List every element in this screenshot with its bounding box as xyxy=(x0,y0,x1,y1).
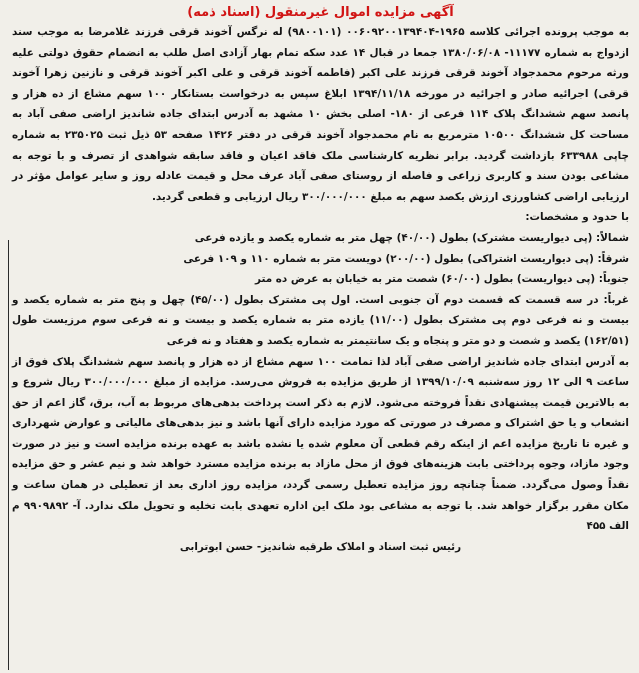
notice-paragraph-south: جنوباً: (پی دیواریست) بطول (۶۰/۰۰) شصت متر به خیابان به عرض ده متر xyxy=(255,273,629,286)
notice-paragraph-auction-terms: به آدرس ابتدای جاده شاندیز اراضی صفی آباد لذا تمامت ۱۰۰ سهم مشاع از ده هزار و پانصد سهم ششدانگ پلاک فوق از ساعت ۹ الی ۱۲ روز سه‌شنبه ۱۳۹۹/۱۰/۰۹ از طریق مزایده به فروش می‌رسد. مزایده از مبلغ ۳۰۰/۰۰۰/۰۰۰ ریال شروع و به بالاترین قیمت پیشنهادی نقداً فروخته می‌شود. لازم به ذکر است پرداخت بدهی‌های مربوط به آب، برق، گاز اعم از حق انشعاب و یا حق اشتراک و مصرف در صورتی که مورد مزایده دارای آنها باشد و نیز بدهی‌های مالیاتی و عوارض شهرداری و غیره تا تاریخ مزایده اعم از اینکه رقم قطعی آن معلوم شده یا نشده باشد به عهده برنده مزایده است و نیز در صورت وجود مازاد، وجوه پرداختی بابت هزینه‌های فوق از محل مازاد به برنده مزایده مسترد خواهد شد و نیم عشر و حق مزایده نقداً وصول می‌گردد. ضمناً چنانچه روز مزایده تعطیل رسمی گردد، مزایده روز اداری بعد از تعطیلی در همان ساعت و مکان مقرر برگزار خواهد شد. با توجه به مشاعی بود ملک این اداره تعهدی بابت تخلیه و تحویل ملک ندارد. آ- ۹۹۰۹۸۹۲ م الف ۴۵۵ xyxy=(12,355,630,533)
notice-paragraph-intro: به موجب پرونده اجرائی کلاسه ۱۹۶۵-۰۰۶۰۹۲۰۰۱۳۹۴۰۴ (۹۸۰۰۱۰۱) له نرگس آخوند قرقی فرزند غلامرضا به موجب سند ازدواج به شماره ۱۱۱۷۷- ۱۳۸۰/۰۶/۰۸ جمعا در قبال ۱۴ عدد سکه تمام بهار آزادی اصل طلب به انضمام حقوق دولتی علیه ورثه مرحوم محمدجواد آخوند قرقی فرزند علی اکبر (فاطمه آخوند قرقی و علی اکبر آخوند قرقی و نازنین زهرا آخوند قرقی) اجرائیه صادر و اجرائیه در مورخه ۱۳۹۴/۱۱/۱۸ ابلاغ سپس به درخواست بستانکار ۱۰۰ سهم مشاع از ده هزار و پانصد سهم ششدانگ پلاک ۱۱۴ فرعی از ۱۸۰- اصلی بخش ۱۰ مشهد به آدرس ابتدای جاده شاندیز اراضی صفی آباد به مساحت کل ششدانگ ۱۰۵۰۰ مترمربع به نام محمدجواد آخوند قرقی در دفتر ۱۴۲۶ صفحه ۵۳ ذیل ثبت ۲۳۵۰۲۵ به شماره چاپی ۶۳۳۹۸۸ بازداشت گردید. برابر نظریه کارشناسی ملک فاقد اعیان و فاقد سابقه شواهدی از تصرف و با توجه به مشاعی بودن سند و کاربری زراعی و فاصله از روستای صفی آباد عرف محل و قیمت عادله روز و سایر عوامل مؤثر در ارزیابی اراضی کشاورزی ارزش یکصد سهم به مبلغ ۳۰۰/۰۰۰/۰۰۰ ریال ارزیابی و قطعی گردید. xyxy=(12,26,629,203)
notice-paragraph-north: شمالاً: (پی دیواریست مشترک) بطول (۴۰/۰۰) چهل متر به شماره یکصد و یازده فرعی xyxy=(194,231,629,244)
notice-paragraph-west: غرباً: در سه قسمت که قسمت دوم آن جنوبی است. اول پی مشترک بطول (۴۵/۰۰) چهل و پنج متر به شماره یکصد و بیست و نه فرعی دوم پی مشترک بطول (۱۱/۰۰) یازده متر به شماره یکصد و بیست و نه فرعی سوم مرزیست طول (۱۶۲/۵۱) یکصد و شصت و دو متر و پنجاه و یک سانتیمتر به شماره یکصد و هفتاد و نه فرعی xyxy=(12,293,629,347)
notice-body xyxy=(12,22,629,537)
notice-paragraph-boundaries-heading: با حدود و مشخصات: xyxy=(525,211,629,224)
notice-signature: رئیس ثبت اسناد و املاک طرقبه شاندیز- حسن ابوترابی xyxy=(179,540,462,553)
notice-title: آگهی مزایده اموال غیرمنقول (اسناد ذمه) xyxy=(187,5,454,20)
notice-paragraph-east: شرقاً: (پی دیواریست اشتراکی) بطول (۲۰۰/۰۰) دویست متر به شماره ۱۱۰ و ۱۰۹ فرعی xyxy=(183,252,629,265)
left-border-line xyxy=(8,240,9,670)
